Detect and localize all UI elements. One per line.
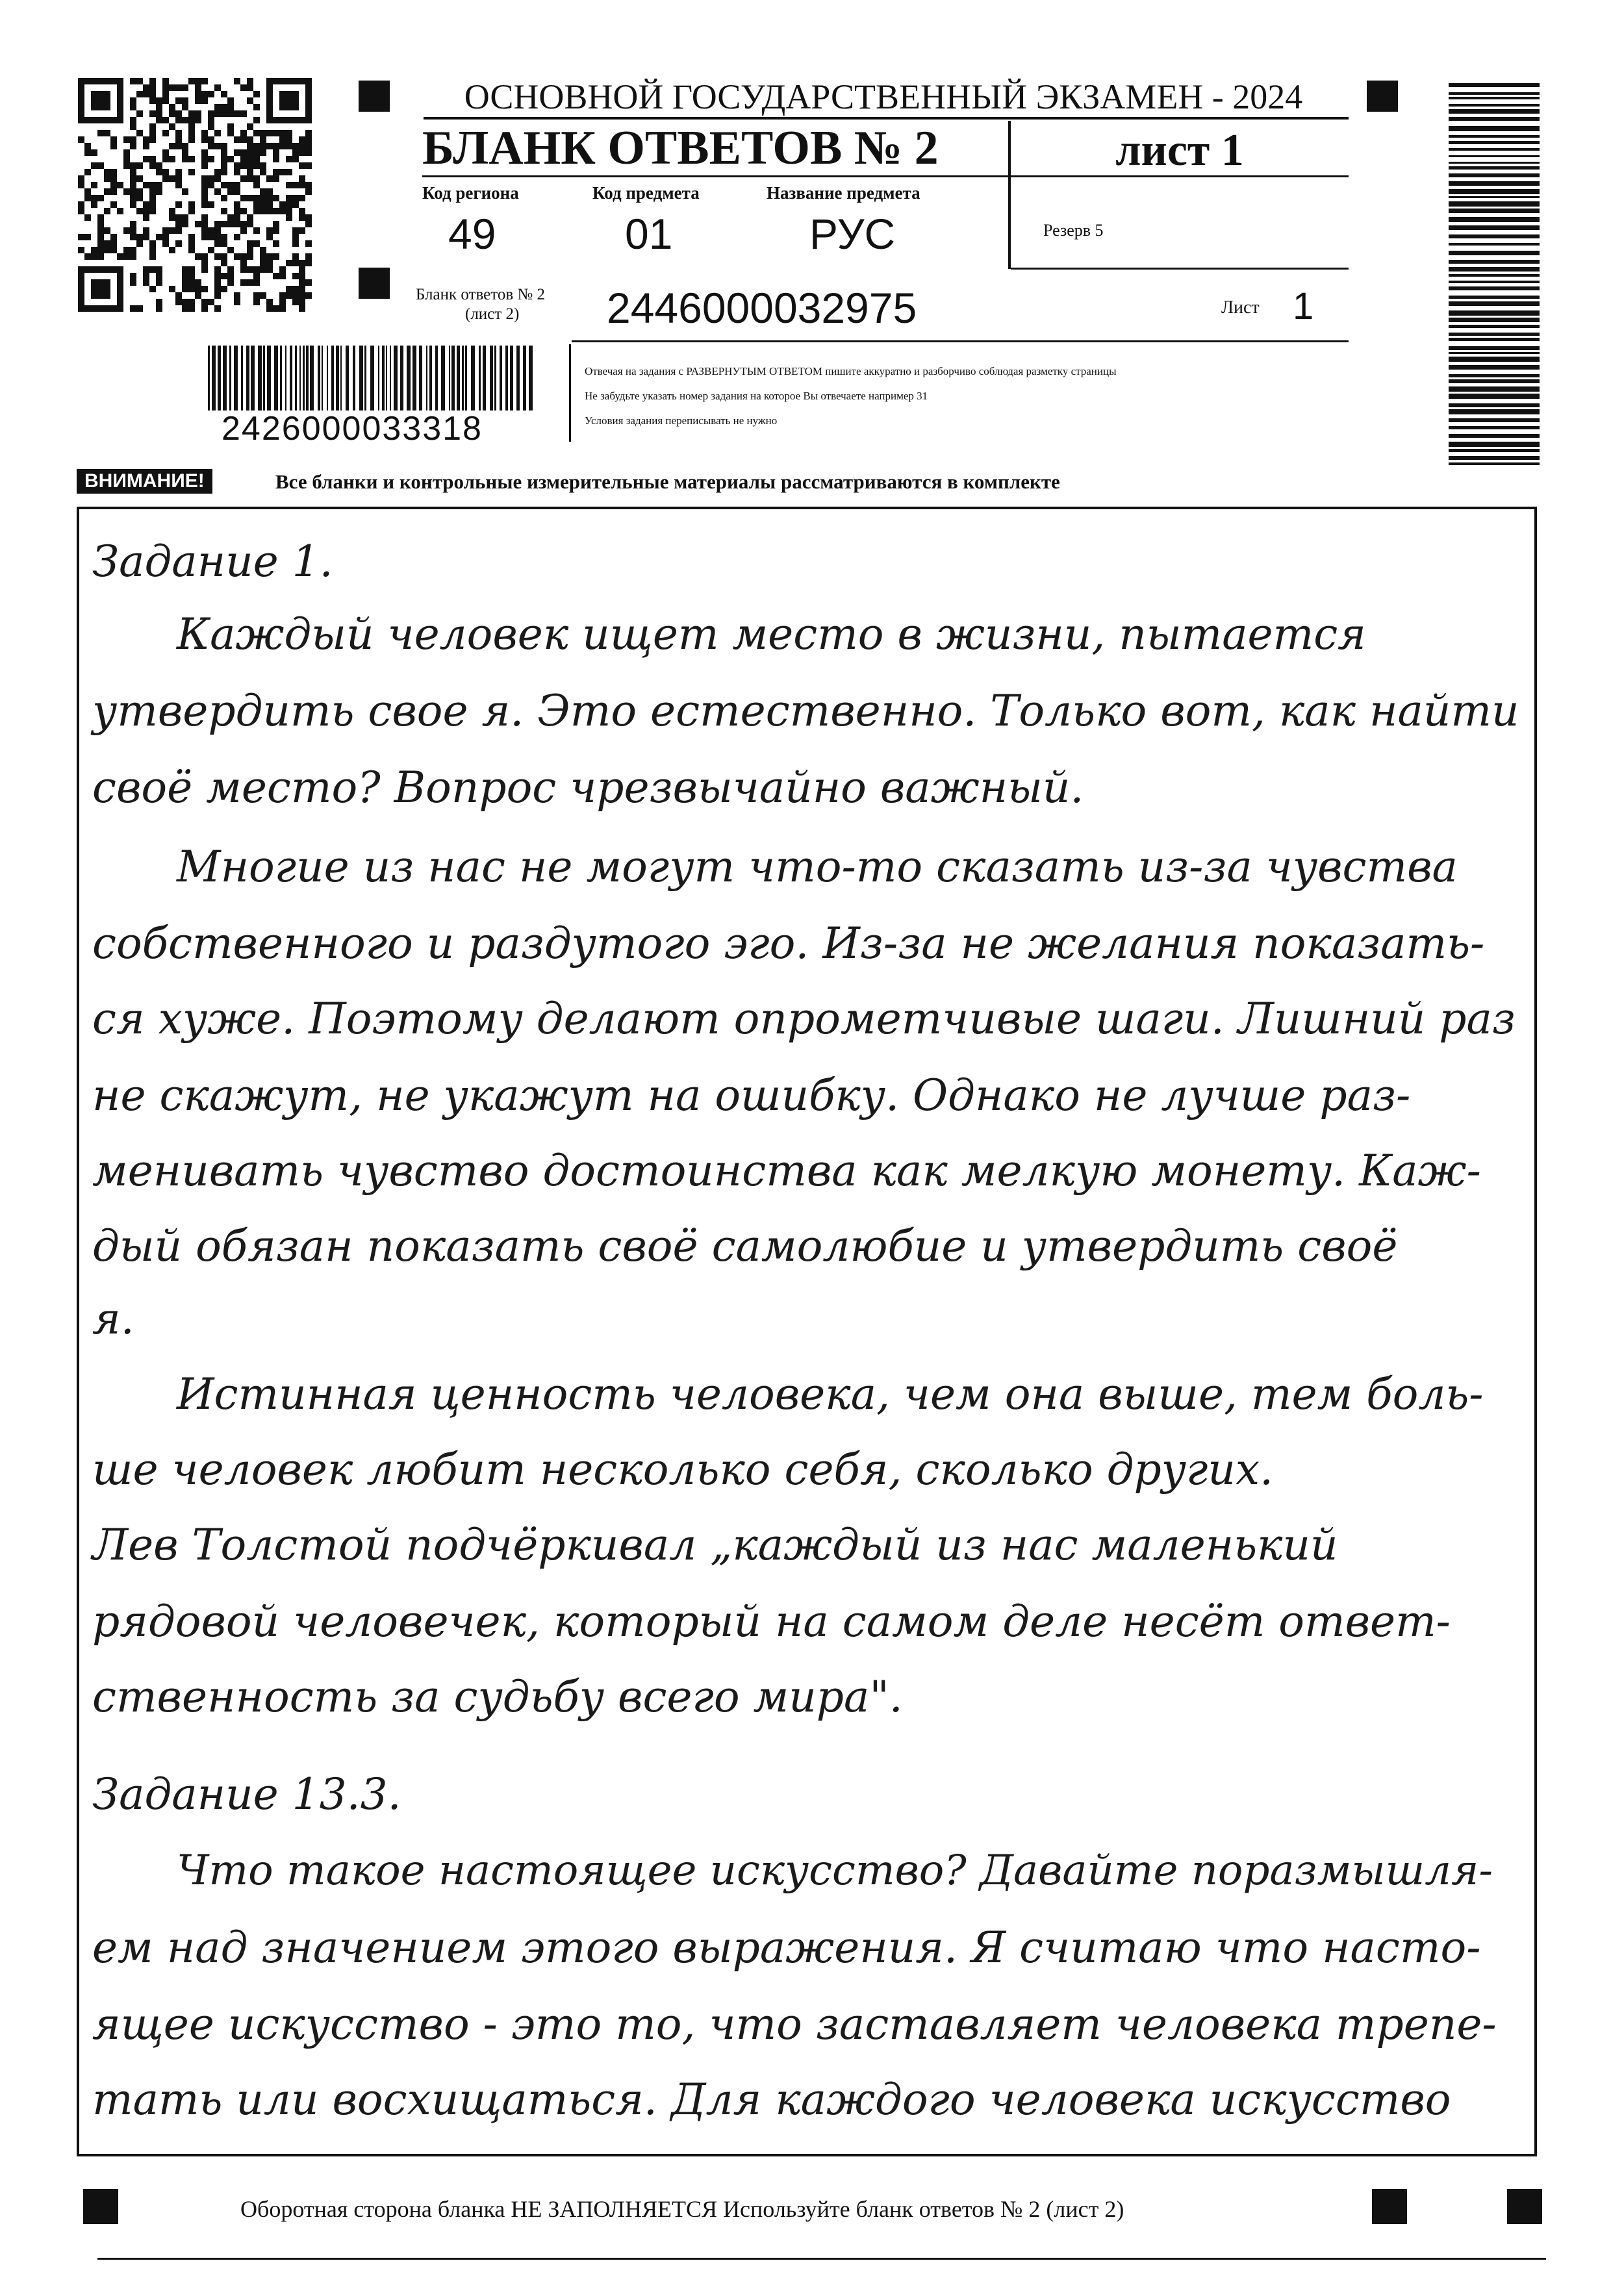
side-barcode-bar — [1449, 189, 1540, 194]
side-barcode-bar — [1449, 267, 1540, 272]
handwritten-line: тать или восхищаться. Для каждого человека искусство — [92, 2075, 1451, 2125]
region-label: Код региона — [422, 183, 519, 203]
barcode-bar — [494, 346, 496, 411]
barcode-bar — [346, 346, 349, 411]
barcode-bar — [310, 346, 314, 411]
side-barcode-bar — [1449, 333, 1540, 336]
side-barcode-bar — [1449, 357, 1540, 362]
barcode-bar — [295, 346, 297, 411]
barcode-bar — [449, 346, 450, 411]
barcode-bar — [412, 346, 416, 411]
form-ref-rule — [572, 340, 1349, 342]
footer-rule — [97, 2258, 1546, 2260]
timing-mark-top-left — [359, 81, 390, 112]
side-barcode-bar — [1449, 418, 1540, 422]
barcode-bar — [223, 346, 227, 411]
timing-mark-bottom-1 — [83, 2189, 118, 2224]
task-heading: Задание 13.3. — [92, 1769, 401, 1819]
answer-area — [77, 507, 1537, 2156]
barcode-bar — [234, 346, 238, 411]
side-barcode-bar — [1449, 173, 1540, 177]
barcode-bar — [229, 346, 231, 411]
side-barcode-bar — [1449, 260, 1540, 264]
barcode-bar — [390, 346, 391, 411]
barcode-bar — [336, 346, 339, 411]
barcode-bar — [246, 346, 249, 411]
side-barcode-bar — [1449, 456, 1540, 460]
barcode-bar — [353, 346, 355, 411]
barcode-bar — [327, 346, 328, 411]
barcode-bar — [212, 346, 216, 411]
barcode-bar — [359, 346, 363, 411]
barcode-bar — [274, 346, 278, 411]
side-barcode-bar — [1449, 462, 1540, 465]
subject-name-label: Название предмета — [767, 183, 920, 203]
attention-text: Все бланки и контрольные измерительные материалы рассматриваются в комплекте — [275, 470, 1060, 493]
barcode-bar — [241, 346, 243, 411]
side-barcode-bar — [1449, 162, 1540, 164]
barcode-bar — [386, 346, 387, 411]
title-underline — [424, 117, 1349, 120]
side-barcode-bar — [1449, 310, 1540, 316]
side-barcode-bar — [1449, 365, 1540, 370]
barcode-bar — [429, 346, 432, 411]
attention-badge: ВНИМАНИЕ! — [77, 469, 212, 494]
barcode-bar — [505, 346, 508, 411]
region-value: 49 — [448, 210, 496, 258]
barcode-bar — [267, 346, 271, 411]
side-barcode-bar — [1449, 379, 1540, 383]
barcode-bar — [407, 346, 411, 411]
barcode-number: 2426000033318 — [222, 410, 483, 448]
barcode-bar — [500, 346, 502, 411]
side-barcode-bar — [1449, 141, 1540, 144]
side-barcode-bar — [1449, 338, 1540, 341]
handwritten-line: Истинная ценность человека, чем она выше, тем боль- — [177, 1369, 1484, 1419]
side-barcode-bar — [1449, 208, 1540, 213]
side-barcode-bar — [1449, 374, 1540, 377]
side-barcode-bar — [1449, 274, 1540, 277]
side-barcode-bar — [1449, 155, 1540, 157]
barcode-bar — [364, 346, 366, 411]
side-barcode-bar — [1449, 97, 1540, 99]
side-barcode-bar — [1449, 117, 1540, 121]
side-barcode-bar — [1449, 296, 1540, 299]
form-ref-label-1: Бланк ответов № 2 — [416, 286, 545, 303]
handwritten-line: Лев Толстой подчёркивал „каждый из нас маленький — [92, 1520, 1338, 1570]
side-barcode-bar — [1449, 386, 1540, 392]
barcode-bar — [435, 346, 438, 411]
side-barcode-bar — [1449, 148, 1540, 151]
barcode-bar — [303, 346, 305, 411]
handwritten-line: ше человек любит несколько себя, сколько других. — [92, 1445, 1274, 1495]
instruction-1: Отвечая на задания с РАЗВЕРНУТЫМ ОТВЕТОМ пишите аккуратно и разборчиво соблюдая разметку страницы — [585, 365, 1117, 377]
barcode-bar — [529, 346, 533, 411]
instruction-3: Условия задания переписывать не нужно — [585, 414, 778, 427]
barcode-bar — [340, 346, 342, 411]
barcode-bar — [510, 346, 513, 411]
form-title: БЛАНК ОТВЕТОВ № 2 — [422, 121, 939, 175]
form-ref-sheet-word: Лист — [1221, 297, 1260, 318]
timing-mark-bottom-3 — [1507, 2189, 1542, 2224]
side-barcode-bar — [1449, 434, 1540, 438]
side-barcode-bar — [1449, 318, 1540, 322]
side-barcode-bar — [1449, 217, 1540, 222]
barcode-bar — [290, 346, 292, 411]
subject-name-value: РУС — [809, 210, 896, 258]
barcode-bar — [208, 346, 210, 411]
side-barcode-bar — [1449, 109, 1540, 114]
side-barcode-bar — [1449, 251, 1540, 255]
side-barcode-bar — [1449, 442, 1540, 447]
handwritten-line: Каждый человек ищет место в жизни, пытается — [177, 609, 1366, 659]
barcode-divider — [569, 344, 571, 442]
side-barcode-bar — [1449, 166, 1540, 170]
side-barcode-bar — [1449, 286, 1540, 290]
side-barcode-bar — [1449, 181, 1540, 186]
handwritten-line: Многие из нас не могут что-то сказать из-за чувства — [177, 842, 1458, 892]
side-barcode-bar — [1449, 126, 1540, 131]
handwritten-line: дый обязан показать своё самолюбие и утвердить своё — [92, 1221, 1398, 1271]
side-barcode-bar — [1449, 281, 1540, 283]
subject-code-label: Код предмета — [592, 183, 700, 203]
barcode-bar — [299, 346, 301, 411]
barcode-bar — [218, 346, 221, 411]
side-barcode-bar — [1449, 225, 1540, 230]
timing-mark-mid-left — [359, 268, 390, 299]
barcode-bar — [516, 346, 520, 411]
barcode-bar — [322, 346, 323, 411]
side-barcode-bar — [1449, 104, 1540, 107]
barcode-bar — [306, 346, 309, 411]
reserve-label: Резерв 5 — [1043, 221, 1104, 240]
barcode-bar — [382, 346, 385, 411]
side-barcode — [1449, 83, 1540, 466]
side-barcode-bar — [1449, 234, 1540, 238]
barcode-bar — [285, 346, 286, 411]
exam-title: ОСНОВНОЙ ГОСУДАРСТВЕННЫЙ ЭКЗАМЕН - 2024 — [464, 77, 1303, 116]
subject-code-value: 01 — [625, 210, 673, 258]
side-barcode-bar — [1449, 449, 1540, 452]
barcode-bar — [258, 346, 262, 411]
form-ref-sheet-number: 1 — [1293, 285, 1314, 327]
qr-code — [78, 78, 312, 312]
side-barcode-bar — [1449, 352, 1540, 354]
barcode-bar — [370, 346, 374, 411]
side-barcode-bar — [1449, 346, 1540, 350]
task-heading: Задание 1. — [92, 537, 333, 587]
handwritten-line: ся хуже. Поэтому делают опрометчивые шаги. Лишний раз — [92, 994, 1516, 1044]
barcode-bar — [523, 346, 526, 411]
handwritten-line: не скажут, не укажут на ошибку. Однако не лучше раз- — [92, 1070, 1411, 1120]
side-barcode-bar — [1449, 301, 1540, 306]
timing-mark-bottom-2 — [1372, 2189, 1407, 2224]
barcode-bar — [471, 346, 475, 411]
timing-mark-top-right — [1367, 81, 1398, 112]
barcode-bar — [318, 346, 320, 411]
side-barcode-bar — [1449, 409, 1540, 414]
side-barcode-bar — [1449, 426, 1540, 429]
side-barcode-bar — [1449, 403, 1540, 407]
instruction-2: Не забудьте указать номер задания на которое Вы отвечаете например 31 — [585, 390, 928, 402]
footer-note: Оборотная сторона бланка НЕ ЗАПОЛНЯЕТСЯ Используйте бланк ответов № 2 (лист 2) — [240, 2196, 1124, 2222]
handwritten-line: я. — [92, 1294, 134, 1344]
side-barcode-bar — [1449, 325, 1540, 328]
barcode-bar — [251, 346, 255, 411]
handwritten-line: рядовой человечек, который на самом деле несёт ответ- — [92, 1597, 1451, 1647]
barcode-bar — [451, 346, 455, 411]
barcode-bar — [479, 346, 481, 411]
form-ref-number: 2446000032975 — [607, 284, 917, 332]
barcode-bar — [490, 346, 493, 411]
side-barcode-bar — [1449, 243, 1540, 246]
side-barcode-bar — [1449, 135, 1540, 138]
barcode-bar — [483, 346, 486, 411]
barcode-bar — [457, 346, 460, 411]
handwritten-line: ящее искусство - это то, что заставляет человека трепе- — [92, 1999, 1497, 2049]
barcode-bar — [378, 346, 379, 411]
fields-bottom-rule — [1011, 268, 1349, 270]
barcode-bar — [419, 346, 422, 411]
barcode-bar — [462, 346, 464, 411]
barcode-bar — [280, 346, 282, 411]
handwritten-line: своё место? Вопрос чрезвычайно важный. — [92, 763, 1084, 813]
side-barcode-bar — [1449, 201, 1540, 207]
side-barcode-bar — [1449, 394, 1540, 399]
barcode-bar — [394, 346, 398, 411]
barcode-bar — [426, 346, 427, 411]
barcode-bar — [263, 346, 265, 411]
barcode — [208, 346, 533, 411]
side-barcode-bar — [1449, 83, 1540, 87]
barcode-bar — [465, 346, 467, 411]
handwritten-line: собственного и раздутого эго. Из-за не желания показать- — [92, 918, 1485, 968]
barcode-bar — [331, 346, 334, 411]
form-ref-label-2: (лист 2) — [465, 305, 520, 323]
side-barcode-bar — [1449, 92, 1540, 95]
sheet-label: лист 1 — [1115, 125, 1244, 175]
handwritten-line: утвердить свое я. Это естественно. Только вот, как найти — [92, 686, 1519, 736]
handwritten-line: менивать чувство достоинства как мелкую монету. Каж- — [92, 1146, 1481, 1196]
handwritten-line: Что такое настоящее искусство? Давайте поразмышля- — [177, 1847, 1493, 1895]
header-rule — [422, 175, 1349, 177]
barcode-bar — [441, 346, 445, 411]
barcode-bar — [400, 346, 403, 411]
handwritten-line: ем над значением этого выражения. Я считаю что насто- — [92, 1923, 1481, 1973]
handwritten-line: ственность за судьбу всего мира". — [92, 1672, 903, 1722]
side-barcode-bar — [1449, 196, 1540, 198]
